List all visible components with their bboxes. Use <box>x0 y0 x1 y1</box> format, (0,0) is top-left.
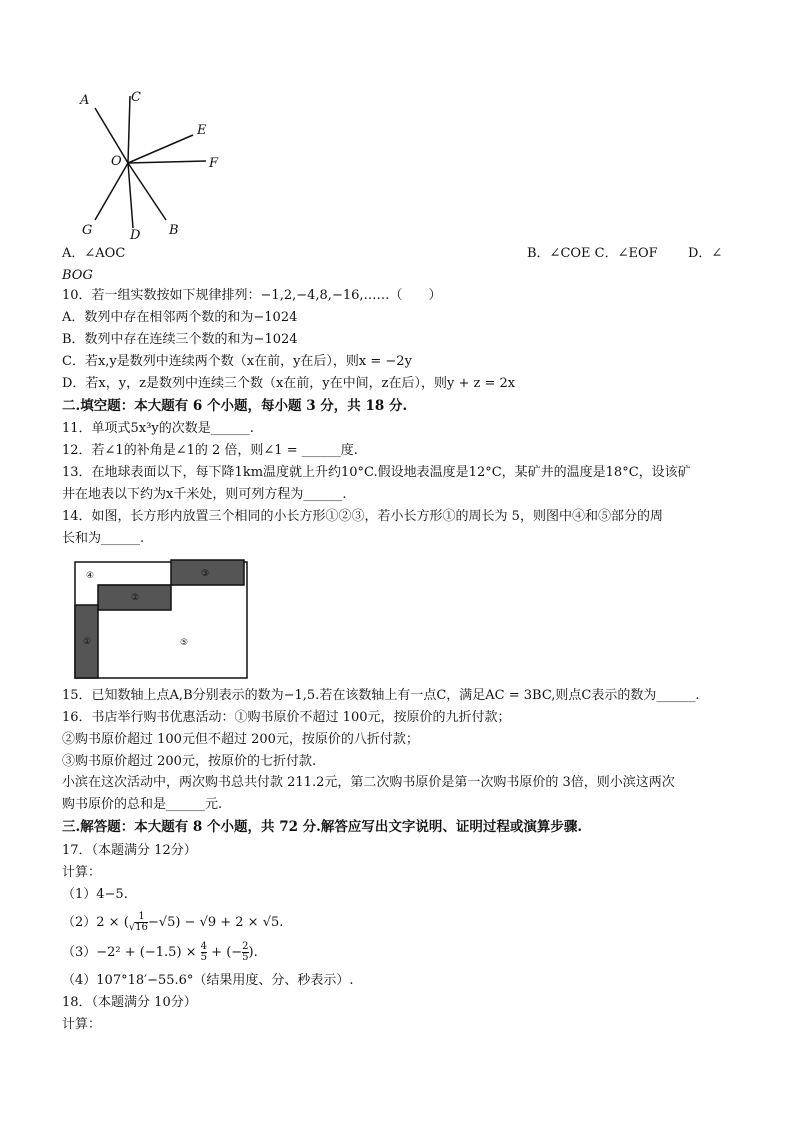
ray-ob <box>128 163 166 220</box>
label-b: B <box>169 223 179 238</box>
q16-line1: 16．书店举行购书优惠活动：①购书原价不超过 100元，按原价的九折付款； <box>62 710 511 725</box>
section-3-heading: 三.解答题：本大题有 8 个小题，共 72 分.解答应写出文字说明、证明过程或演算步骤. <box>62 819 583 835</box>
q14-line2: 长和为______. <box>62 531 145 546</box>
q9-option-a: A．∠AOC <box>62 246 126 261</box>
q13-line1: 13．在地球表面以下，每下降1km温度就上升约10°C.假设地表温度是12°C，某矿井的温度是18°C，设该矿 <box>62 465 691 480</box>
label-a: A <box>80 93 90 108</box>
q12: 12．若∠1的补角是∠1的 2 倍，则∠1 = ______度. <box>62 443 358 458</box>
q13-line2: 井在地表以下约为x千米处，则可列方程为______. <box>62 487 347 502</box>
q10-option-d: D．若x，y，z是数列中连续三个数（x在前，y在中间，z在后），则y + z = 2x <box>62 376 516 391</box>
region-label-5: ⑤ <box>179 638 189 648</box>
q9-option-bc: B．∠COE C．∠EOF <box>527 246 658 261</box>
q10-option-a: A．数列中存在相邻两个数的和为−1024 <box>62 310 298 325</box>
ray-og <box>95 163 128 220</box>
q18-calc-label: 计算： <box>62 1017 102 1032</box>
q17-part4: （4）107°18′−55.6°（结果用度、分、秒表示）. <box>62 973 354 988</box>
rectangle-figure <box>74 558 252 682</box>
q18-heading: 18．（本题满分 10分） <box>62 995 197 1010</box>
region-label-4: ④ <box>85 571 95 581</box>
label-g: G <box>82 223 93 238</box>
q9-option-d: D．∠ <box>688 246 723 261</box>
q10-option-c: C．若x,y是数列中连续两个数（x在前，y在后），则x = −2y <box>62 354 412 369</box>
angle-figure <box>78 88 228 243</box>
q16-line2: ②购书原价超过 100元但不超过 200元，按原价的八折付款； <box>62 732 419 747</box>
label-f: F <box>209 156 219 171</box>
q14-line1: 14．如图，长方形内放置三个相同的小长方形①②③，若小长方形①的周长为 5，则图中④和⑤部分的周 <box>62 509 663 524</box>
q15: 15．已知数轴上点A,B分别表示的数为−1,5.若在该数轴上有一点C，满足AC = 3BC,则点C表示的数为______. <box>62 688 700 703</box>
label-d: D <box>130 228 141 243</box>
q16-line3: ③购书原价超过 200元，按原价的七折付款. <box>62 754 317 769</box>
ray-oc <box>128 96 130 163</box>
label-o: O <box>111 154 122 169</box>
sqrt-fraction: √ $\frac{1}{16}$ <box>128 911 148 933</box>
q10-option-b: B．数列中存在连续三个数的和为−1024 <box>62 332 298 347</box>
q17-part1: （1）4−5. <box>62 887 128 902</box>
q16-line4: 小滨在这次活动中，两次购书总共付款 211.2元，第二次购书原价是第一次购书原价的 3倍，则小滨这两次 <box>62 775 675 790</box>
q16-line5: 购书原价的总和是______元. <box>62 797 223 812</box>
section-2-heading: 二.填空题：本大题有 6 个小题，每小题 3 分，共 18 分. <box>62 398 408 414</box>
q11: 11．单项式5x³y的次数是______. <box>62 421 254 436</box>
label-c: C <box>131 90 141 105</box>
ray-od <box>128 163 133 228</box>
q17-part2: （2）2 × (√ $\frac{1}{16}$ −√5) − √9 + 2 × √5. <box>62 911 284 933</box>
q10-stem: 10．若一组实数按如下规律排列：−1,2,−4,8,−16,……（ ） <box>62 288 442 303</box>
label-e: E <box>197 123 207 138</box>
q9-option-d-cont: BOG <box>62 268 93 283</box>
q17-heading: 17．（本题满分 12分） <box>62 843 197 858</box>
region-label-2: ② <box>130 593 140 603</box>
region-label-1: ① <box>82 637 92 647</box>
ray-of <box>128 161 206 163</box>
ray-oe <box>128 135 193 163</box>
region-label-3: ③ <box>200 569 210 579</box>
q17-part3: （3）−2² + (−1.5) × $\frac{4}{5}$ + (− $\frac{2}{5}$ ). <box>62 941 258 963</box>
q17-calc-label: 计算： <box>62 865 102 880</box>
